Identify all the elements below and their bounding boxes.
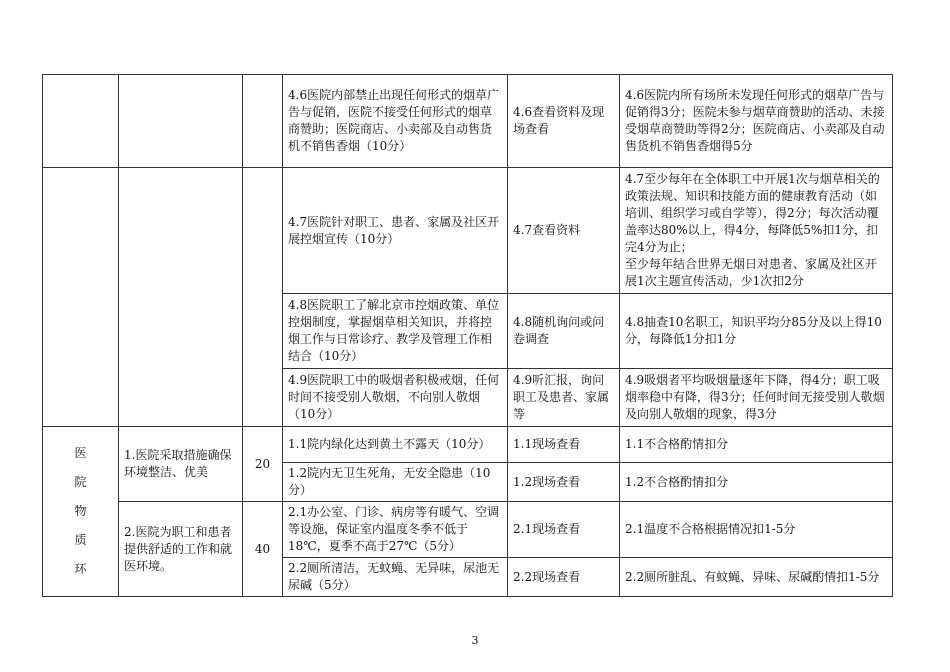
item-cell: 4.6医院内部禁止出现任何形式的烟草广告与促销，医院不接受任何形式的烟草商赞助；医院商店、小卖部及自动售货机不销售香烟（10分） [283,75,508,168]
method-cell: 1.1现场查看 [508,427,620,463]
item-cell: 2.1办公室、门诊、病房等有暖气、空调等设施，保证室内温度冬季不低于18℃，夏季不高于27℃（5分） [283,502,508,558]
rule-text: 4.7至少每年在全体职工中开展1次与烟草相关的政策法规、知识和技能方面的健康教育活动（如培训、组织学习或自学等），得2分；每次活动覆盖率达80%以上，得4分，每降低5%扣1分，扣完4分为止； [625,172,880,254]
method-cell: 4.7查看资料 [508,168,620,294]
table-row [43,502,893,558]
category-char: 院 [74,475,87,489]
subcategory-cell [119,75,243,168]
category-char: 质 [74,533,87,547]
rule-cell: 1.2不合格酌情扣分 [620,463,893,502]
score-cell [243,168,283,427]
category-cell [43,427,119,597]
subcategory-cell [119,168,243,427]
score-cell [243,75,283,168]
rule-cell [620,294,893,369]
score-cell: 20 [243,427,283,502]
item-cell: 4.8医院职工了解北京市控烟政策、单位控烟制度，掌握烟草相关知识，并将控烟工作与日常诊疗、教学及管理工作相结合（10分） [283,294,508,369]
category-cell [43,75,119,168]
rule-cell: 2.1温度不合格根据情况扣1-5分 [620,502,893,558]
score-cell: 40 [243,502,283,597]
rule-cell [620,75,893,168]
item-cell: 4.9医院职工中的吸烟者积极戒烟，任何时间不接受别人敬烟，不向别人敬烟（10分） [283,369,508,427]
evaluation-table [42,74,893,597]
method-cell: 1.2现场查看 [508,463,620,502]
rule-cell: 1.1不合格酌情扣分 [620,427,893,463]
table-row [43,168,893,294]
item-cell: 2.2厕所清洁，无蚊蝇、无异味，尿池无尿碱（5分） [283,558,508,597]
table-row [43,427,893,463]
method-cell: 2.2现场查看 [508,558,620,597]
item-cell: 1.2院内无卫生死角，无安全隐患（10分） [283,463,508,502]
rule-text: 4.9吸烟者平均吸烟量逐年下降，得4分；职工吸烟率稳中有降，得3分；任何时间无接受别人敬烟及向别人敬烟的现象，得3分 [625,373,885,421]
method-cell: 4.6查看资料及现场查看 [508,75,620,168]
method-cell: 2.1现场查看 [508,502,620,558]
rule-text: 至少每年结合世界无烟日对患者、家属及社区开展1次主题宣传活动，少1次扣2分 [625,257,878,288]
rule-text: 4.8抽查10名职工，知识平均分85分及以上得10分，每降低1分扣1分 [625,315,882,346]
rule-cell [620,369,893,427]
item-cell: 4.7医院针对职工、患者、家属及社区开展控烟宣传（10分） [283,168,508,294]
rule-cell: 2.2厕所脏乱、有蚊蝇、异味、尿碱酌情扣1-5分 [620,558,893,597]
item-cell: 1.1院内绿化达到黄土不露天（10分） [283,427,508,463]
page-number: 3 [471,634,479,647]
category-char: 医 [74,446,87,460]
subcategory-cell: 2.医院为职工和患者提供舒适的工作和就医环境。 [119,502,243,597]
rule-text: 4.6医院内所有场所未发现任何形式的烟草广告与促销得3分；医院未参与烟草商赞助的活动、未接受烟草商赞助等得2分；医院商店、小卖部及自动售货机不销售香烟得5分 [625,88,885,153]
subcategory-cell: 1.医院采取措施确保环境整洁、优美 [119,427,243,502]
rule-cell [620,168,893,294]
method-cell: 4.8随机询问或问卷调查 [508,294,620,369]
category-cell [43,168,119,427]
category-char: 物 [74,504,87,518]
method-cell: 4.9听汇报，询问职工及患者、家属等 [508,369,620,427]
table-row [43,75,893,168]
category-char: 环 [74,562,87,576]
